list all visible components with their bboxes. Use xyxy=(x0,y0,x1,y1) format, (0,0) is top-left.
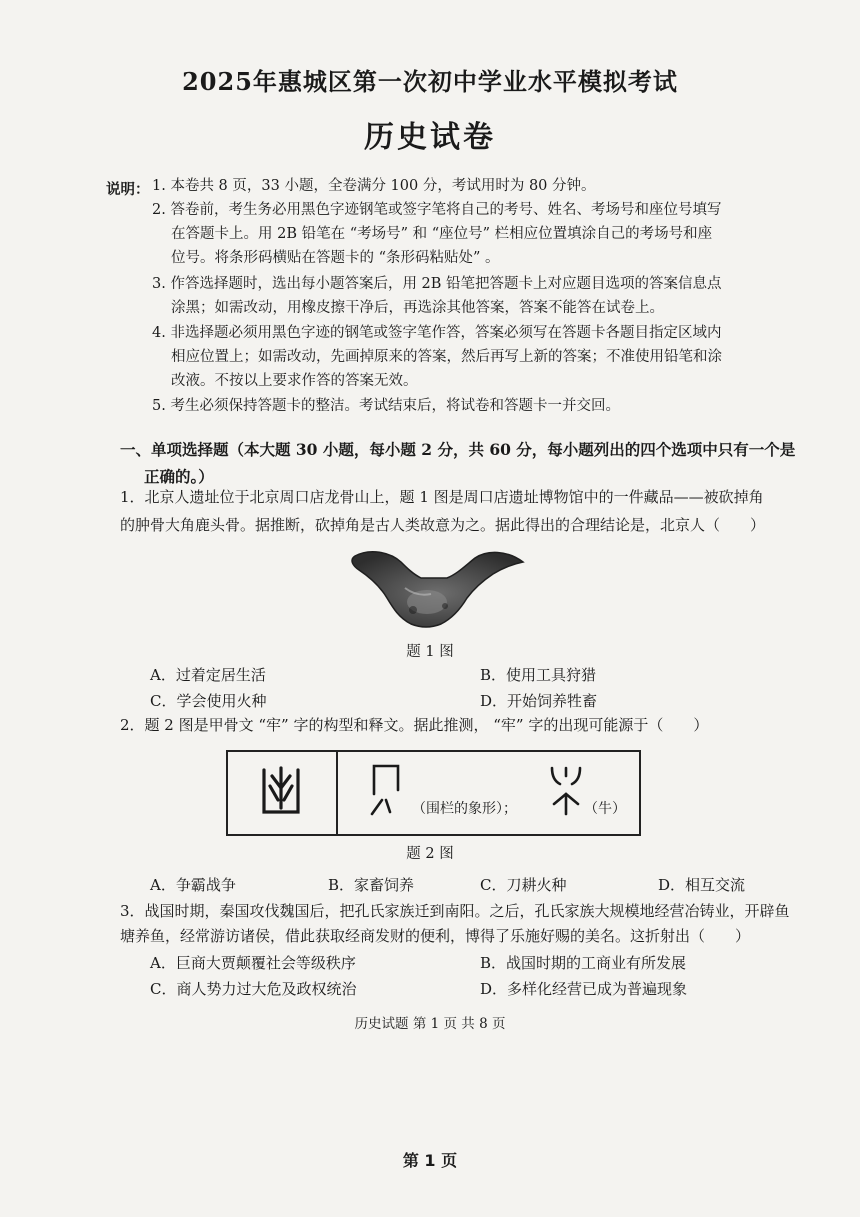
q2-stem-line: 2．题 2 图是甲骨文 “牢” 字的构型和释文。据此推测， “牢” 字的出现可能源于（ ） xyxy=(120,716,709,734)
q1-option-b[interactable]: B．使用工具狩猎 xyxy=(480,666,597,684)
q1-figure-caption: 题 1 图 xyxy=(406,644,454,660)
ox-pictograph-icon xyxy=(548,764,584,818)
instruction-line: 4. 非选择题必须用黑色字迹的钢笔或签字笔作答，答案必须写在答题卡各题目指定区域内 xyxy=(152,325,722,341)
instruction-line: 2. 答卷前，考生务必用黑色字迹钢笔或签字笔将自己的考号、姓名、考场号和座位号填写 xyxy=(152,202,722,218)
deer-skull-image xyxy=(335,544,535,636)
exam-title: 2025年惠城区第一次初中学业水平模拟考试 xyxy=(182,67,678,96)
instruction-line: 5. 考生必须保持答题卡的整洁。考试结束后，将试卷和答题卡一并交回。 xyxy=(152,398,620,414)
instructions-label: 说明： xyxy=(106,181,150,198)
q1-option-a[interactable]: A．过着定居生活 xyxy=(150,666,266,684)
ox-note: （牛） xyxy=(584,801,626,817)
q2-option-b[interactable]: B．家畜饲养 xyxy=(328,876,415,894)
instruction-line: 位号。将条形码横贴在答题卡的 “条形码粘贴处” 。 xyxy=(171,250,500,266)
fence-pictograph-icon xyxy=(368,760,408,822)
q3-option-d[interactable]: D．多样化经营已成为普遍现象 xyxy=(480,980,688,998)
instruction-line: 3. 作答选择题时，选出每小题答案后，用 2B 铅笔把答题卡上对应题目选项的答案信息点 xyxy=(152,276,722,292)
q2-figure-caption: 题 2 图 xyxy=(406,846,454,862)
oracle-lao-glyph-icon xyxy=(256,764,306,820)
page-number: 第 1 页 xyxy=(402,1151,458,1170)
subject-title: 历史试卷 xyxy=(364,120,496,155)
q1-stem-line: 1．北京人遗址位于北京周口店龙骨山上，题 1 图是周口店遗址博物馆中的一件藏品——被砍掉角 xyxy=(120,488,764,506)
q1-stem-line: 的肿骨大角鹿头骨。据推断，砍掉角是古人类故意为之。据此得出的合理结论是，北京人（ ） xyxy=(120,516,766,534)
q3-stem-line: 塘养鱼，经常游访诸侯，借此获取经商发财的便利，博得了乐施好赐的美名。这折射出（ ） xyxy=(120,927,751,945)
instruction-line: 涂黑；如需改动，用橡皮擦干净后，再选涂其他答案，答案不能答在试卷上。 xyxy=(171,300,664,316)
q3-option-b[interactable]: B．战国时期的工商业有所发展 xyxy=(480,954,687,972)
test-page-footer: 历史试题 第 1 页 共 8 页 xyxy=(354,1016,506,1032)
q2-option-a[interactable]: A．争霸战争 xyxy=(150,876,236,894)
q2-option-d[interactable]: D．相互交流 xyxy=(658,876,746,894)
q2-option-c[interactable]: C．刀耕火种 xyxy=(480,876,567,894)
instruction-line: 1. 本卷共 8 页，33 小题，全卷满分 100 分，考试用时为 80 分钟。 xyxy=(152,178,596,194)
q3-option-a[interactable]: A．巨商大贾颠覆社会等级秩序 xyxy=(150,954,356,972)
section-heading xyxy=(120,436,796,490)
q2-figure-divider xyxy=(336,750,338,836)
q3-stem-line: 3．战国时期，秦国攻伐魏国后，把孔氏家族迁到南阳。之后，孔氏家族大规模地经营冶铸业，开辟鱼 xyxy=(120,902,790,920)
fence-note: （围栏的象形）； xyxy=(412,801,517,817)
instruction-line: 相应位置上；如需改动，先画掉原来的答案，然后再写上新的答案；不准使用铅笔和涂 xyxy=(171,349,722,365)
q1-option-d[interactable]: D．开始饲养牲畜 xyxy=(480,692,598,710)
q3-option-c[interactable]: C．商人势力过大危及政权统治 xyxy=(150,980,357,998)
q1-option-c[interactable]: C．学会使用火种 xyxy=(150,692,267,710)
section-heading-line: 一、单项选择题（本大题 30 小题，每小题 2 分，共 60 分，每小题列出的四个选项中只有一个是 xyxy=(120,440,796,459)
instruction-line: 改液。不按以上要求作答的答案无效。 xyxy=(171,373,418,389)
instruction-line: 在答题卡上。用 2B 铅笔在 “考场号” 和 “座位号” 栏相应位置填涂自己的考场号和座 xyxy=(171,226,713,242)
section-heading-line: 正确的。） xyxy=(144,467,214,486)
